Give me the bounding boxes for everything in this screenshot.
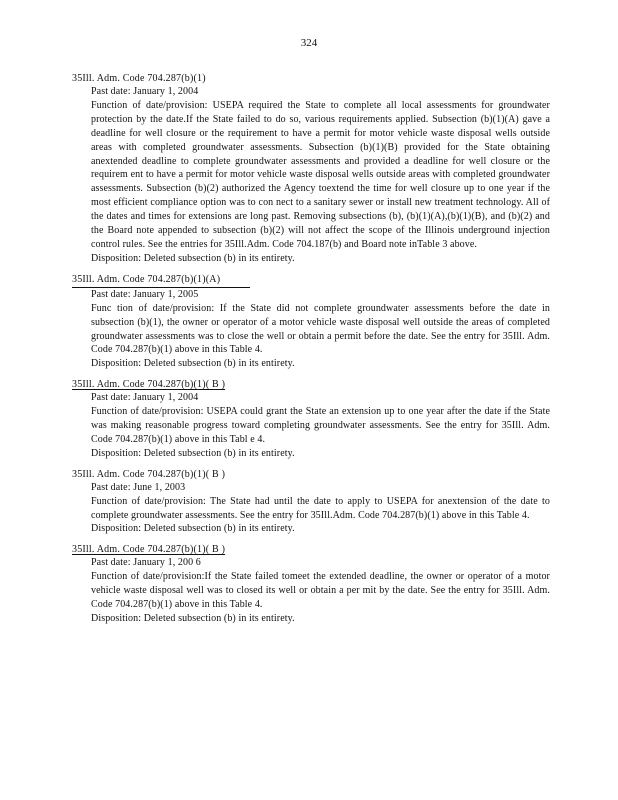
disposition: Disposition: Deleted subsection (b) in its entirety.: [91, 523, 295, 535]
past-date: Past date: June 1, 2003: [91, 481, 186, 493]
past-date: Past date: January 1, 2004: [91, 392, 199, 404]
page-number: 324: [300, 37, 318, 49]
disposition: Disposition: Deleted subsection (b) in its entirety.: [91, 252, 295, 264]
entry-body: [91, 391, 550, 461]
entry-citation: 35Ill. Adm. Code 704.287(b)(1)(A): [72, 273, 221, 285]
past-date: Past date: January 1, 2005: [91, 288, 199, 300]
entry-citation: 35Ill. Adm. Code 704.287(b)(1): [72, 73, 206, 84]
entry-704-287-b-1-a: [72, 273, 550, 371]
disposition: Disposition: Deleted subsection (b) in its entirety.: [91, 358, 295, 370]
entry-704-287-b-1-b-third: [72, 543, 550, 626]
function-of-date: Function of date/provision: The State had until the date to apply to USEPA for anextension of the date to complete groundwater assessments. See the entry for 35Ill.Adm. Code 704.287(b)(1) above in this Table 4.: [91, 495, 550, 521]
entry-citation: 35Ill. Adm. Code 704.287(b)(1)( B ): [72, 468, 226, 480]
function-of-date: Function of date/provision: USEPA required the State to complete all local assessments for groundwater protection by the date.If the State failed to do so, various requirements applied. Subsection (b)(1)(A) gave a deadline for well closure or the requirement to have a permit for motor vehicle waste disposal wells outside areas with completed groundwater assessments. Subsection (b)(1)(B) provided for the State obtaining anextended deadline to complete groundwater assessments and provided a deadline for well closure or the requirem ent to have a permit for motor vehicle waste disposal wells outside areas with completed groundwater assessments. Subsection (b)(2) authorized the Agency toextend the time for well closure up to one year if the most efficient compliance option was to con nect to a sanitary sewer or install new treatment technology. All of the dates and times for extensions are long past. Removing subsections (b), (b)(1)(A),(b)(1)(B), and (b)(2) and the Board note appended to subsection (b)(2) will not affect the scope of the Illinois underground injection control rules. See the entries for 35Ill.Adm. Code 704.187(b) and Board note inTable 3 above.: [91, 99, 550, 250]
entry-body: [91, 288, 550, 371]
entry-704-287-b-1-b-second: [72, 468, 550, 537]
function-of-date: Func tion of date/provision: If the State did not complete groundwater assessments before the date in subsection (b)(1), the owner or operator of a motor vehicle waste disposal well outside the areas of completed groundwater assessments was to close the well or obtain a permit before the date. See the entry for 35Ill. Adm. Code 704.287(b)(1) above in this Table 4.: [91, 302, 550, 356]
entry-body: [91, 85, 550, 266]
entry-citation: 35Ill. Adm. Code 704.287(b)(1)( B ): [72, 379, 226, 391]
entry-body: [91, 556, 550, 626]
entry-citation: 35Ill. Adm. Code 704.287(b)(1)( B ): [72, 544, 226, 556]
function-of-date: Function of date/provision: USEPA could grant the State an extension up to one year after the date if the State was making reasonable progress toward completing groundwater assessments. See the entry for 35Ill. Adm. Code 704.287(b)(1) above in this Tabl e 4.: [91, 406, 550, 445]
disposition: Disposition: Deleted subsection (b) in its entirety.: [91, 613, 295, 624]
entry-704-287-b-1: [72, 72, 550, 266]
entry-body: [91, 481, 550, 537]
past-date: Past date: January 1, 200 6: [91, 557, 201, 569]
entry-list: [72, 72, 550, 633]
past-date: Past date: January 1, 2004: [91, 86, 199, 97]
disposition: Disposition: Deleted subsection (b) in its entirety.: [91, 447, 295, 459]
entry-704-287-b-1-b-first: [72, 378, 550, 461]
function-of-date: Function of date/provision:If the State failed tomeet the extended deadline, the owner or operator of a motor vehicle waste disposal well was to closed its well or obtain a per mit by the date. See the entry for 35Ill. Adm. Code 704.287(b)(1) above in this Table 4.: [91, 571, 550, 611]
